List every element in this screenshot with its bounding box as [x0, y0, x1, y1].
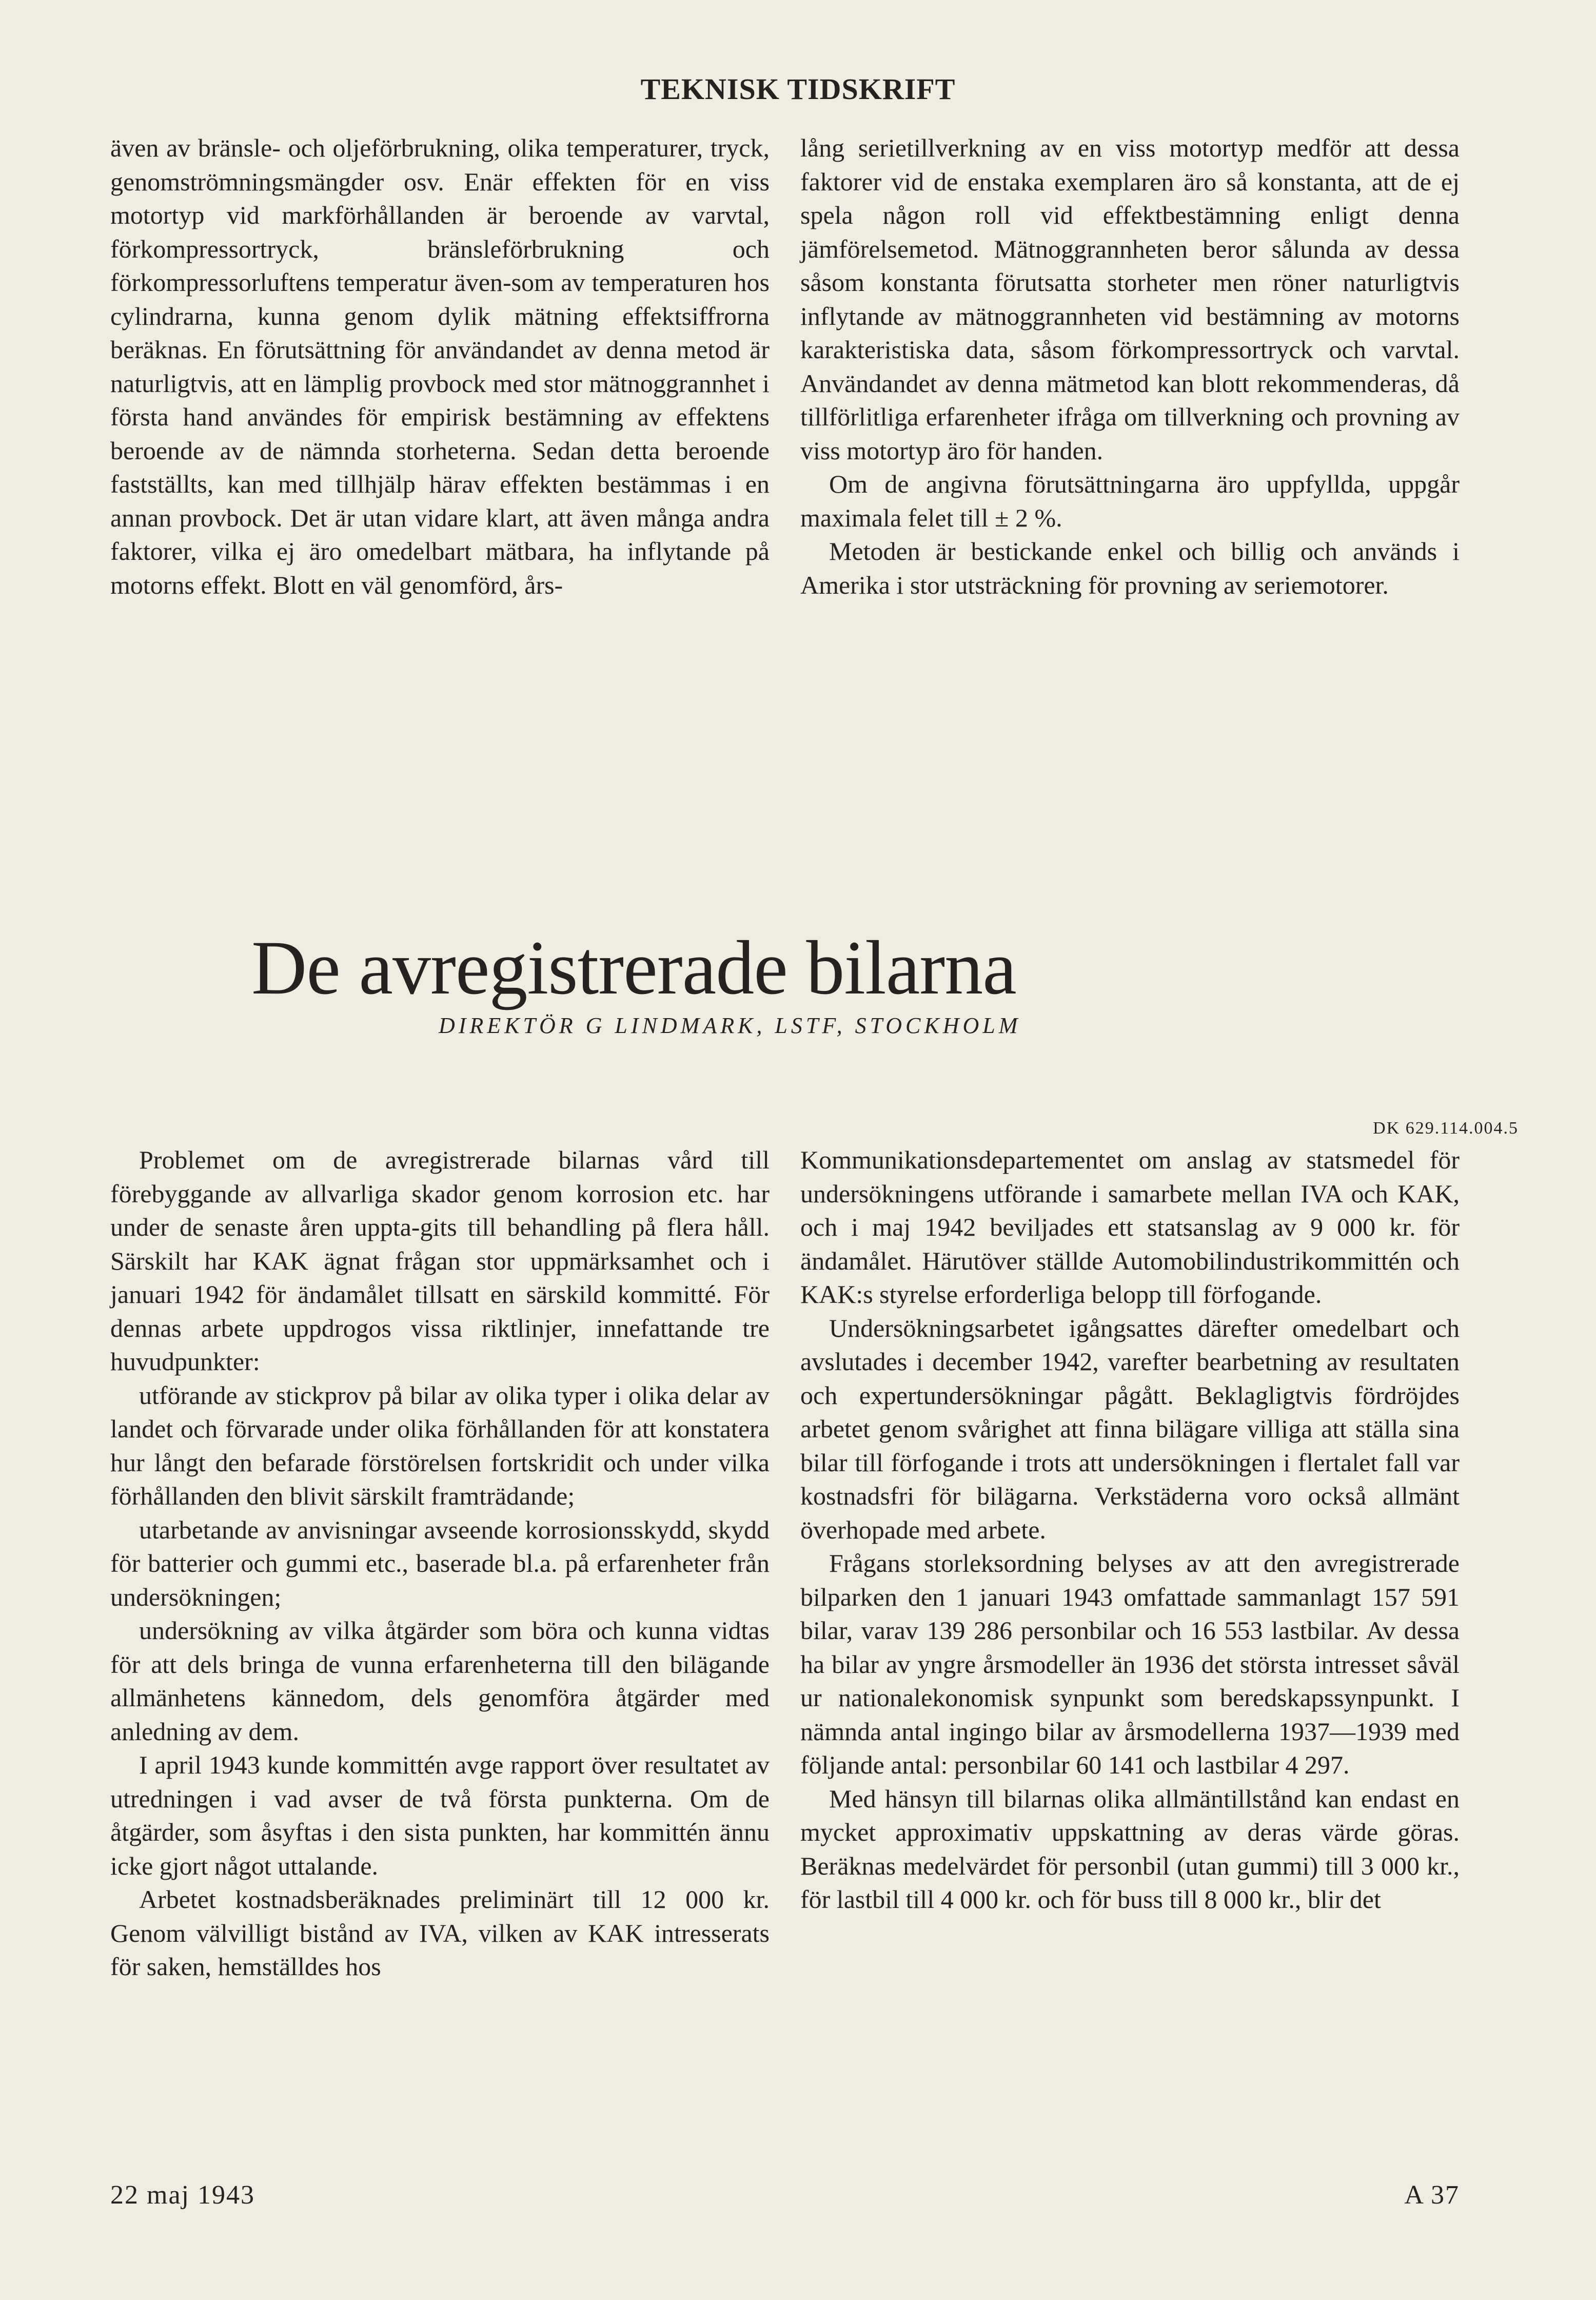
paragraph: Med hänsyn till bilarnas olika allmäntillstånd kan endast en mycket approximativ uppskattning av deras värde göras. Beräknas medelvärdet för personbil (utan gummi) till 3 000 kr., för lastbil till 4 000 kr. och för buss till 8 000 kr., blir det — [800, 1784, 1460, 1914]
paragraph: Metoden är bestickande enkel och billig och används i Amerika i stor utsträckning för provning av seriemotorer. — [800, 537, 1460, 599]
paragraph: I april 1943 kunde kommittén avge rapport över resultatet av utredningen i vad avser de två första punkterna. Om de åtgärder, som åsyftas i den sista punkten, har kommittén ännu icke gjort något uttalande. — [110, 1750, 770, 1880]
article-title: De avregistrerade bilarna — [251, 925, 1016, 1010]
paragraph: Undersökningsarbetet igångsattes därefter omedelbart och avslutades i december 1942, varefter bearbetning av resultaten och expertundersökningar pågått. Beklagligtvis fördröjdes arbetet genom svårighet att finna bilägare villiga att ställa sina bilar till förfogande i trots att undersökningen i flertalet fall var kostnadsfri för bilägarna. Verkstäderna voro också allmänt överhopade med arbete. — [800, 1313, 1460, 1544]
paragraph: Om de angivna förutsättningarna äro uppfyllda, uppgår maximala felet till ± 2 %. — [800, 470, 1460, 532]
paragraph: Frågans storleksordning belyses av att den avregistrerade bilparken den 1 januari 1943 omfattade sammanlagt 157 591 bilar, varav 139 286 personbilar och 16 553 lastbilar. Av dessa ha bilar av yngre årsmodeller än 1936 det största intresset såväl ur nationalekonomisk synpunkt som beredskapssynpunkt. I nämnda antal ingingo bilar av årsmodellerna 1937—1939 med följande antal: personbilar 60 141 och lastbilar 4 297. — [800, 1549, 1460, 1779]
article-left-column — [110, 1143, 770, 1984]
top-right-column — [800, 131, 1460, 602]
page-number: A 37 — [1404, 2180, 1460, 2210]
paragraph: utarbetande av anvisningar avseende korrosionsskydd, skydd för batterier och gummi etc., baserade bl.a. på erfarenheter från undersökningen; — [110, 1515, 770, 1611]
article-right-column — [800, 1143, 1460, 1917]
paragraph: utförande av stickprov på bilar av olika typer i olika delar av landet och förvarade under olika förhållanden för att konstatera hur långt den befarade förstörelsen fortskridit och under vilka förhållanden den blivit särskilt framträdande; — [110, 1380, 770, 1510]
journal-header: TEKNISK TIDSKRIFT — [640, 72, 956, 106]
paragraph: Arbetet kostnadsberäknades preliminärt till 12 000 kr. Genom välvilligt bistånd av IVA, vilken av KAK intresserats för saken, hemställdes hos — [110, 1885, 770, 1981]
paragraph: Problemet om de avregistrerade bilarnas vård till förebyggande av allvarliga skador genom korrosion etc. har under de senaste åren uppta-gits till behandling på flera håll. Särskilt har KAK ägnat frågan stor uppmärksamhet och i januari 1942 för ändamålet tillsatt en särskild kommitté. För dennas arbete uppdrogos vissa riktlinjer, innefattande tre huvudpunkter: — [110, 1145, 770, 1376]
top-left-column — [110, 131, 770, 602]
dk-classification-code: DK 629.114.004.5 — [1373, 1119, 1519, 1138]
paragraph: även av bränsle- och oljeförbrukning, olika temperaturer, tryck, genomströmningsmängder osv. Enär effekten för en viss motortyp vid markförhållanden är beroende av varvtal, förkompressortryck, bränsleförbrukning och förkompressorluftens temperatur även-som av temperaturen hos cylindrarna, kunna genom dylik mätning effektsiffrorna beräknas. En förutsättning för användandet av denna metod är naturligtvis, att en lämplig provbock med stor mätnoggrannhet i första hand användes för empirisk bestämning av effektens beroende av de nämnda storheterna. Sedan detta beroende fastställts, kan med tillhjälp härav effekten bestämmas i en annan provbock. Det är utan vidare klart, att även många andra faktorer, vilka ej äro omedelbart mätbara, ha inflytande på motorns effekt. Blott en väl genomförd, års- — [110, 133, 770, 599]
paragraph: undersökning av vilka åtgärder som böra och kunna vidtas för att dels bringa de vunna erfarenheterna till den bilägande allmänhetens kännedom, dels genomföra åtgärder med anledning av dem. — [110, 1616, 770, 1746]
paragraph: Kommunikationsdepartementet om anslag av statsmedel för undersökningens utförande i samarbete mellan IVA och KAK, och i maj 1942 beviljades ett statsanslag av 9 000 kr. för ändamålet. Härutöver ställde Automobilindustrikommittén och KAK:s styrelse erforderliga belopp till förfogande. — [800, 1145, 1460, 1309]
issue-date: 22 maj 1943 — [110, 2180, 255, 2210]
article-byline: DIREKTÖR G LINDMARK, LSTF, STOCKHOLM — [439, 1013, 1021, 1038]
paragraph: lång serietillverkning av en viss motortyp medför att dessa faktorer vid de enstaka exemplaren äro så konstanta, att de ej spela någon roll vid effektbestämning enligt denna jämförelsemetod. Mätnoggrannheten beror sålunda av dessa såsom konstanta förutsatta storheter men röner naturligtvis inflytande av mätnoggrannheten vid bestämning av motorns karakteristiska data, såsom förkompressortryck och varvtal. Användandet av denna mätmetod kan blott rekommenderas, då tillförlitliga erfarenheter ifråga om tillverkning och provning av viss motortyp äro för handen. — [800, 133, 1460, 465]
